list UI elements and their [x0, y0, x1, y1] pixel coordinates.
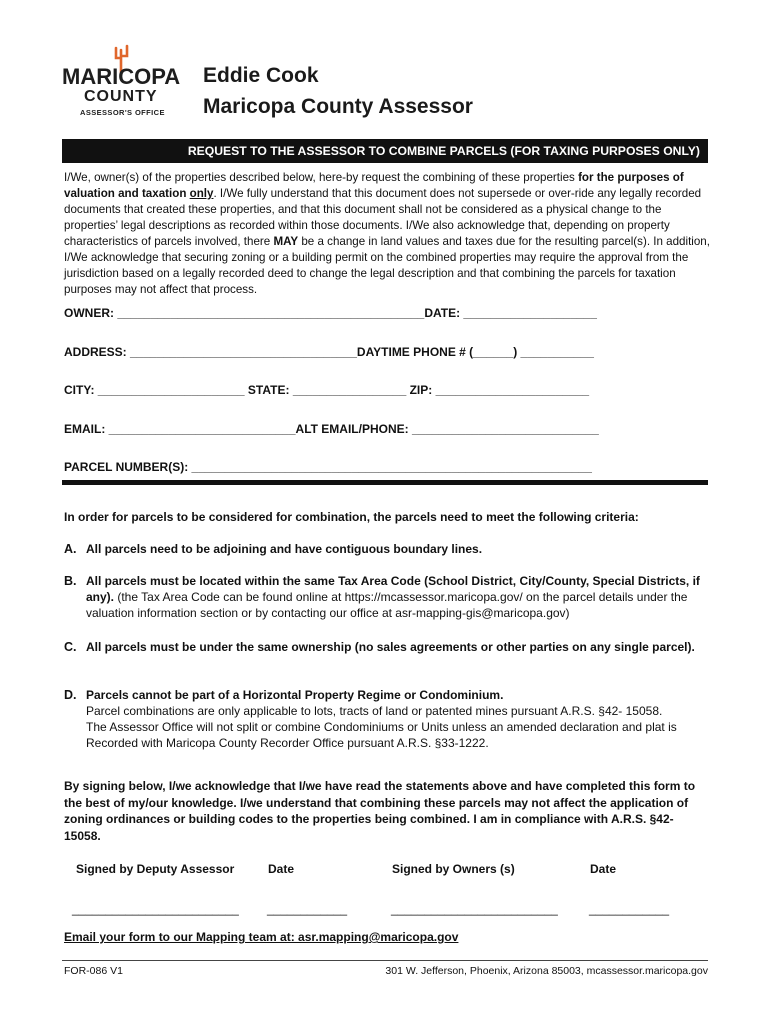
email-instruction: Email your form to our Mapping team at: asr.mapping@maricopa.gov: [64, 930, 459, 944]
city-state-zip-field[interactable]: CITY: ______________________ STATE: _________________ ZIP: _______________________: [64, 383, 590, 397]
form-title-bar: [62, 139, 708, 163]
criterion-c: [64, 639, 710, 655]
parcel-numbers-field[interactable]: PARCEL NUMBER(S): ____________________________________________________________: [64, 460, 592, 474]
criterion-letter: B.: [64, 574, 77, 588]
criterion-d: [64, 687, 710, 751]
date-label-1: Date: [268, 862, 295, 876]
date-label-2: Date: [590, 862, 617, 876]
criteria-intro: In order for parcels to be considered for combination, the parcels need to meet the following criteria:: [64, 510, 639, 524]
criterion-letter: C.: [64, 640, 77, 654]
intro-text-3: be a change in land values and taxes due for the resulting parcel(s). In addition, I/We acknowledge that securing zoning or a building permit on the combined properties may require the approval from the jurisdiction based on a legally recorded deed to change the legal description and that combining the parcels for taxation purposes may not affect that process.: [64, 235, 710, 296]
form-number: FOR-086 V1: [64, 965, 123, 977]
owner-signature-line[interactable]: _________________________: [391, 902, 558, 916]
criterion-text-line1: Parcel combinations are only applicable to lots, tracts of land or patented mines pursuant A.R.S. §42- 15058.: [86, 704, 663, 718]
criterion-text-rest: (the Tax Area Code can be found online at https://mcassessor.maricopa.gov/ on the parcel details under the valuation information section or by contacting our office at asr-mapping-gis@maricopa.gov): [86, 590, 688, 620]
criterion-text-bold: Parcels cannot be part of a Horizontal Property Regime or Condominium.: [86, 688, 504, 702]
section-divider: [62, 480, 708, 485]
criterion-text: All parcels must be under the same ownership (no sales agreements or other parties on any single parcel).: [86, 640, 695, 654]
office-address: 301 W. Jefferson, Phoenix, Arizona 85003, mcassessor.maricopa.gov: [385, 965, 708, 977]
maricopa-county-logo: [62, 44, 192, 122]
intro-paragraph: [64, 170, 710, 298]
date-line-1[interactable]: ____________: [267, 902, 348, 916]
intro-bold: for the purposes of valuation and taxation: [64, 171, 684, 200]
date-line-2[interactable]: ____________: [589, 902, 670, 916]
acknowledgement-paragraph: By signing below, I/we acknowledge that I/we have read the statements above and have completed this form to the best of my/our knowledge. I/we understand that combining these parcels may not affect the application of zoning ordinances or building codes to the properties being combined. I am in compliance with A.R.S. §42-15058.: [64, 779, 696, 843]
criterion-letter: D.: [64, 688, 77, 702]
logo-text-office: ASSESSOR'S OFFICE: [80, 108, 165, 117]
intro-text-2: . I/We fully understand that this document does not supersede or over-ride any legally recorded documents that created these properties, and that this document shall not be considered as a physical change to the properties’ legal descriptions as recorded within those documents. I/We also acknowledge that, depending on property characteristics of parcels involved, there: [64, 187, 702, 248]
intro-only: only: [189, 187, 214, 200]
criterion-text: All parcels need to be adjoining and have contiguous boundary lines.: [86, 542, 483, 556]
owner-date-field[interactable]: OWNER: ______________________________________________DATE: ____________________: [64, 306, 597, 320]
assessor-name: Eddie Cook: [203, 64, 319, 87]
form-title: REQUEST TO THE ASSESSOR TO COMBINE PARCELS (FOR TAXING PURPOSES ONLY): [187, 144, 700, 158]
logo-text-maricopa: MARICOPA: [62, 64, 181, 89]
office-title: Maricopa County Assessor: [203, 95, 473, 118]
criterion-text-line3: Recorded with Maricopa County Recorder Office pursuant A.R.S. §33-1222.: [86, 736, 489, 750]
criterion-text-bold: All parcels must be located within the same Tax Area Code (School District, City/County, Special Districts, if any).: [86, 574, 700, 604]
logo-text-county: COUNTY: [84, 88, 158, 105]
address-phone-field[interactable]: ADDRESS: __________________________________DAYTIME PHONE # (______) ___________: [64, 345, 594, 359]
criterion-a: [64, 541, 710, 557]
intro-text-1: I/We, owner(s) of the properties described below, here-by request the combining of these properties: [64, 171, 579, 184]
footer-divider: [62, 960, 708, 961]
signed-by-owners-label: Signed by Owners (s): [392, 862, 515, 876]
deputy-signature-line[interactable]: _________________________: [72, 902, 239, 916]
criterion-text-line2: The Assessor Office will not split or combine Condominiums or Units unless an amended declaration and plat is: [86, 720, 677, 734]
criterion-letter: A.: [64, 542, 77, 556]
signed-by-deputy-label: Signed by Deputy Assessor: [76, 862, 235, 876]
criterion-b: [64, 573, 710, 621]
intro-may: MAY: [273, 235, 299, 248]
email-alt-field[interactable]: EMAIL: ____________________________ALT EMAIL/PHONE: ____________________________: [64, 422, 599, 436]
